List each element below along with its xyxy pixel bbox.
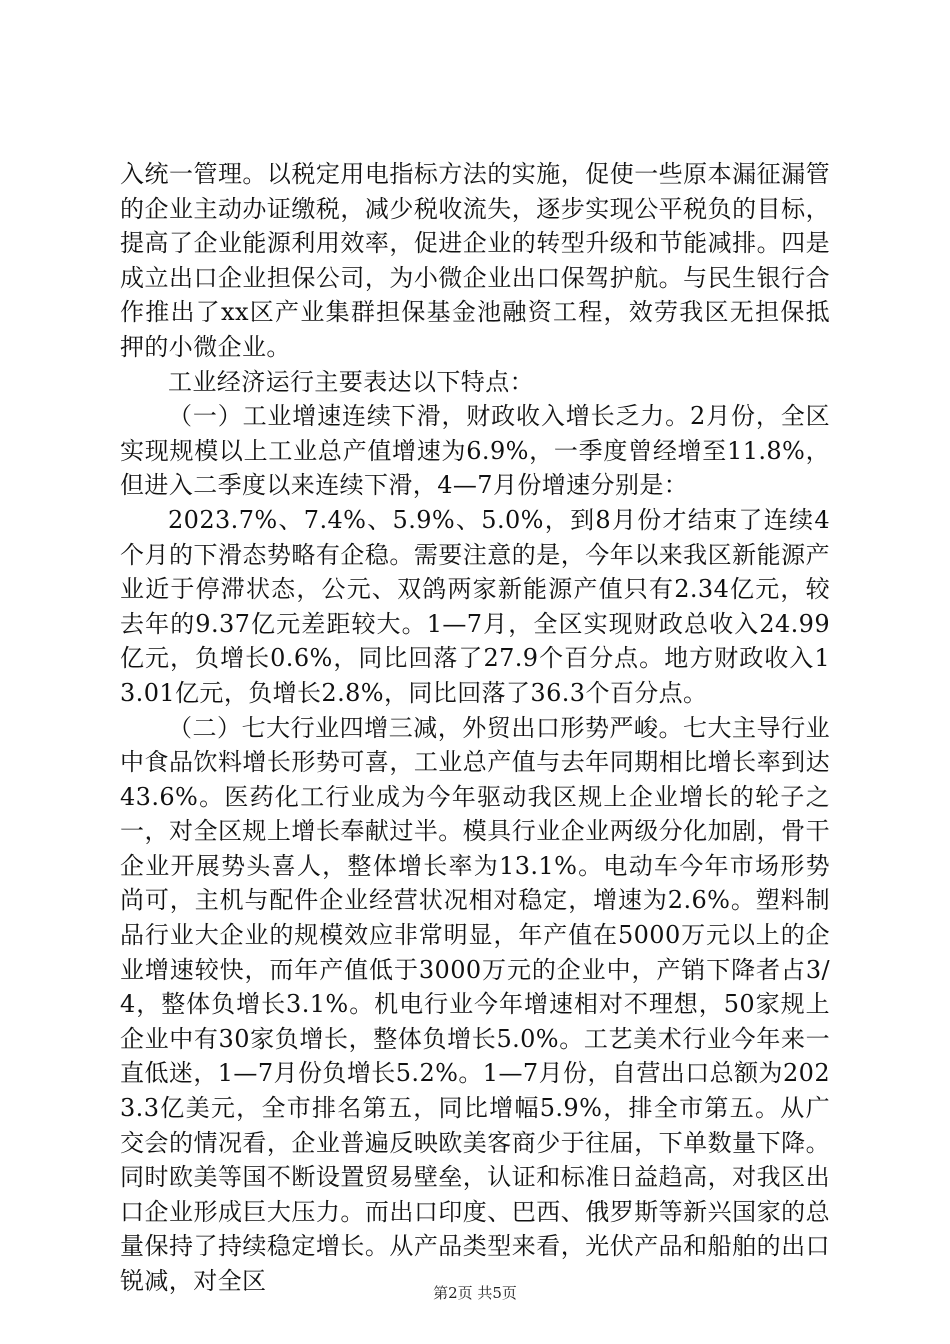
paragraph-2: 工业经济运行主要表达以下特点： xyxy=(168,367,534,396)
paragraph-5: （二）七大行业四增三减，外贸出口形势严峻。七大主导行业中食品饮料增长形势可喜，工业总产值与去年同期相比增长率到达43.6%。医药化工行业成为今年驱动我区规上企业增长的轮子之一，对全区规上增长奉献过半。模具行业企业两级分化加剧，骨干企业开展势头喜人，整体增长率为13.1%。电动车今年市场形势尚可，主机与配件企业经营状况相对稳定，增速为2.6%。塑料制品行业大企业的规模效应非常明显，年产值在5000万元以上的企业增速较快，而年产值低于3000万元的企业中，产销下降者占3/4，整体负增长3.1%。机电行业今年增速相对不理想，50家规上企业中有30家负增长，整体负增长5.0%。工艺美术行业今年来一直低迷，1—7月份负增长5.2%。1—7月份，自营出口总额为2023.3亿美元，全市排名第五，同比增幅5.9%，排全市第五。从广交会的情况看，企业普遍反映欧美客商少于往届，下单数量下降。同时欧美等国不断设置贸易壁垒，认证和标准日益趋高，对我区出口企业形成巨大压力。而出口印度、巴西、俄罗斯等新兴国家的总量保持了持续稳定增长。从产品类型来看，光伏产品和船舶的出口锐减，对全区 xyxy=(120,713,830,1295)
document-body xyxy=(120,157,830,1299)
paragraph-3: （一）工业增速连续下滑，财政收入增长乏力。2月份，全区实现规模以上工业总产值增速为6.9%，一季度曾经增至11.8%，但进入二季度以来连续下滑，4—7月份增速分别是： xyxy=(120,402,830,500)
paragraph-4: 2023.7%、7.4%、5.9%、5.0%，到8月份才结束了连续4个月的下滑态势略有企稳。需要注意的是，今年以来我区新能源产业近于停滞状态，公元、双鸽两家新能源产值只有2.34亿元，较去年的9.37亿元差距较大。1—7月，全区实现财政总收入24.99亿元，负增长0.6%，同比回落了27.9个百分点。地方财政收入13.01亿元，负增长2.8%，同比回落了36.3个百分点。 xyxy=(120,505,830,707)
paragraph-1: 入统一管理。以税定用电指标方法的实施，促使一些原本漏征漏管的企业主动办证缴税，减少税收流失，逐步实现公平税负的目标，提高了企业能源利用效率，促进企业的转型升级和节能减排。四是成立出口企业担保公司，为小微企业出口保驾护航。与民生银行合作推出了xx区产业集群担保基金池融资工程，效劳我区无担保抵押的小微企业。 xyxy=(120,160,830,361)
page-number-footer: 第2页 共5页 xyxy=(433,1284,517,1302)
